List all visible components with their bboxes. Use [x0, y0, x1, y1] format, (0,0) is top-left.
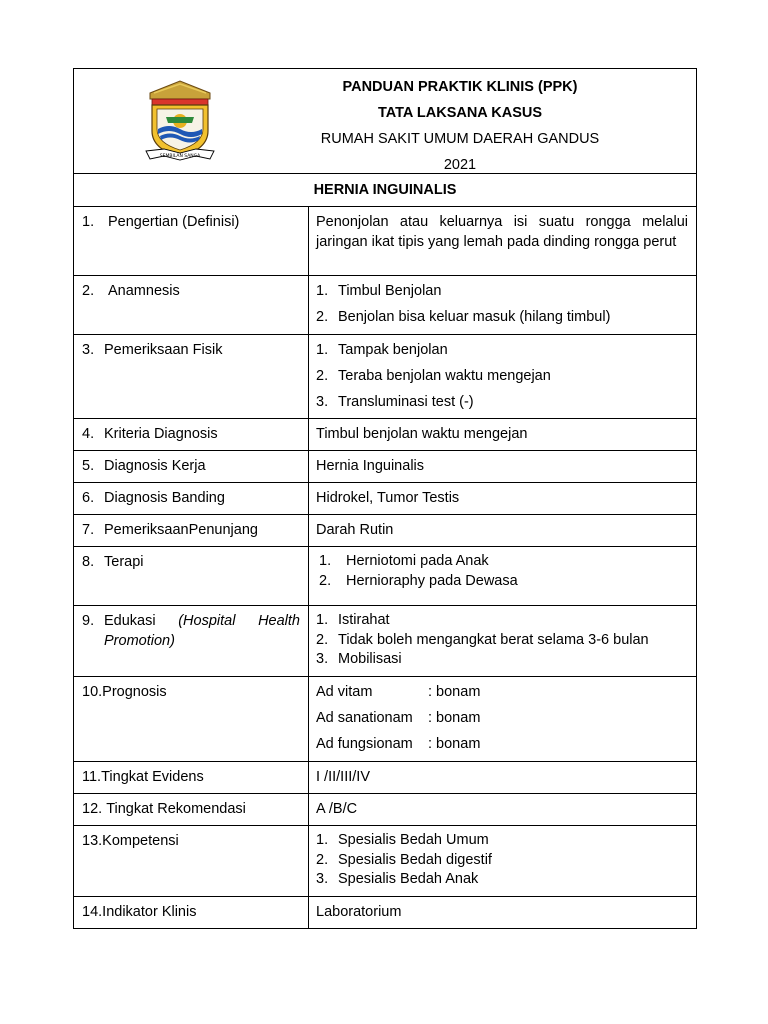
table-row	[74, 515, 697, 547]
table-row	[74, 677, 697, 762]
table-row	[74, 419, 697, 451]
row-label: 7. PemeriksaanPenunjang	[74, 515, 309, 547]
row-label: 10.Prognosis	[74, 677, 309, 762]
list-item: 2. Teraba benjolan waktu mengejan	[316, 368, 551, 384]
list-item: 2. Tidak boleh mengangkat berat selama 3-6 bulan	[316, 631, 649, 648]
hospital-name: RUMAH SAKIT UMUM DAERAH GANDUS	[320, 131, 600, 147]
ppk-table	[73, 68, 697, 929]
list-item: 2. Benjolan bisa keluar masuk (hilang timbul)	[316, 309, 611, 325]
row-value	[309, 335, 697, 419]
row-value: Timbul benjolan waktu mengejan	[309, 419, 697, 451]
row-value: Darah Rutin	[309, 515, 697, 547]
row-value	[309, 826, 697, 897]
row-value	[309, 606, 697, 677]
prognosis-item: Ad fungsionam : bonam	[316, 736, 481, 752]
row-value	[309, 547, 697, 606]
svg-text:SEMBILAN SANGA: SEMBILAN SANGA	[159, 154, 201, 159]
header-title: PANDUAN PRAKTIK KLINIS (PPK)	[342, 79, 578, 95]
prognosis-item: Ad sanationam : bonam	[316, 710, 481, 726]
list-item: 1. Herniotomi pada Anak	[319, 553, 489, 569]
document-header	[74, 69, 697, 174]
list-item: 1. Timbul Benjolan	[316, 283, 442, 299]
row-label: 8. Terapi	[74, 547, 309, 606]
row-label: 11.Tingkat Evidens	[74, 762, 309, 794]
row-label: 3. Pemeriksaan Fisik	[74, 335, 309, 419]
list-item: 3. Mobilisasi	[316, 651, 402, 667]
case-title: HERNIA INGUINALIS	[74, 174, 697, 207]
table-row	[74, 606, 697, 677]
row-label: 2. Anamnesis	[74, 276, 309, 335]
list-item: 2. Spesialis Bedah digestif	[316, 851, 492, 868]
row-value: I /II/III/IV	[309, 762, 697, 794]
row-label: 14.Indikator Klinis	[74, 897, 309, 929]
table-row	[74, 897, 697, 929]
prognosis-item: Ad vitam : bonam	[316, 684, 481, 700]
table-row	[74, 547, 697, 606]
row-label: 4. Kriteria Diagnosis	[74, 419, 309, 451]
list-item: 1. Istirahat	[316, 612, 390, 628]
row-label: 12. Tingkat Rekomendasi	[74, 794, 309, 826]
table-row	[74, 826, 697, 897]
table-row	[74, 794, 697, 826]
header-text	[224, 69, 696, 178]
table-row	[74, 335, 697, 419]
row-value	[309, 276, 697, 335]
row-label: 9. Edukasi (Hospital Health Promotion)	[74, 606, 309, 677]
table-row	[74, 451, 697, 483]
table-row	[74, 207, 697, 276]
row-label: 1. Pengertian (Definisi)	[74, 207, 309, 276]
row-value: Hidrokel, Tumor Testis	[309, 483, 697, 515]
header-year: 2021	[443, 157, 477, 173]
row-label: 6. Diagnosis Banding	[74, 483, 309, 515]
row-label: 13.Kompetensi	[74, 826, 309, 897]
row-label: 5. Diagnosis Kerja	[74, 451, 309, 483]
table-row	[74, 483, 697, 515]
list-item: 3. Spesialis Bedah Anak	[316, 871, 479, 887]
header-subtitle: TATA LAKSANA KASUS	[377, 105, 543, 121]
list-item: 1. Spesialis Bedah Umum	[316, 832, 489, 848]
table-row	[74, 762, 697, 794]
list-item: 2. Hernioraphy pada Dewasa	[319, 572, 518, 589]
row-value: A /B/C	[309, 794, 697, 826]
list-item: 1. Tampak benjolan	[316, 342, 448, 358]
table-row	[74, 276, 697, 335]
row-value	[309, 677, 697, 762]
regional-coat-of-arms-icon	[144, 79, 216, 165]
row-value: Penonjolan atau keluarnya isi suatu rongga melalui jaringan ikat tipis yang lemah pada dinding rongga perut	[309, 207, 697, 276]
row-value: Hernia Inguinalis	[309, 451, 697, 483]
row-value: Laboratorium	[309, 897, 697, 929]
list-item: 3. Transluminasi test (-)	[316, 394, 474, 410]
